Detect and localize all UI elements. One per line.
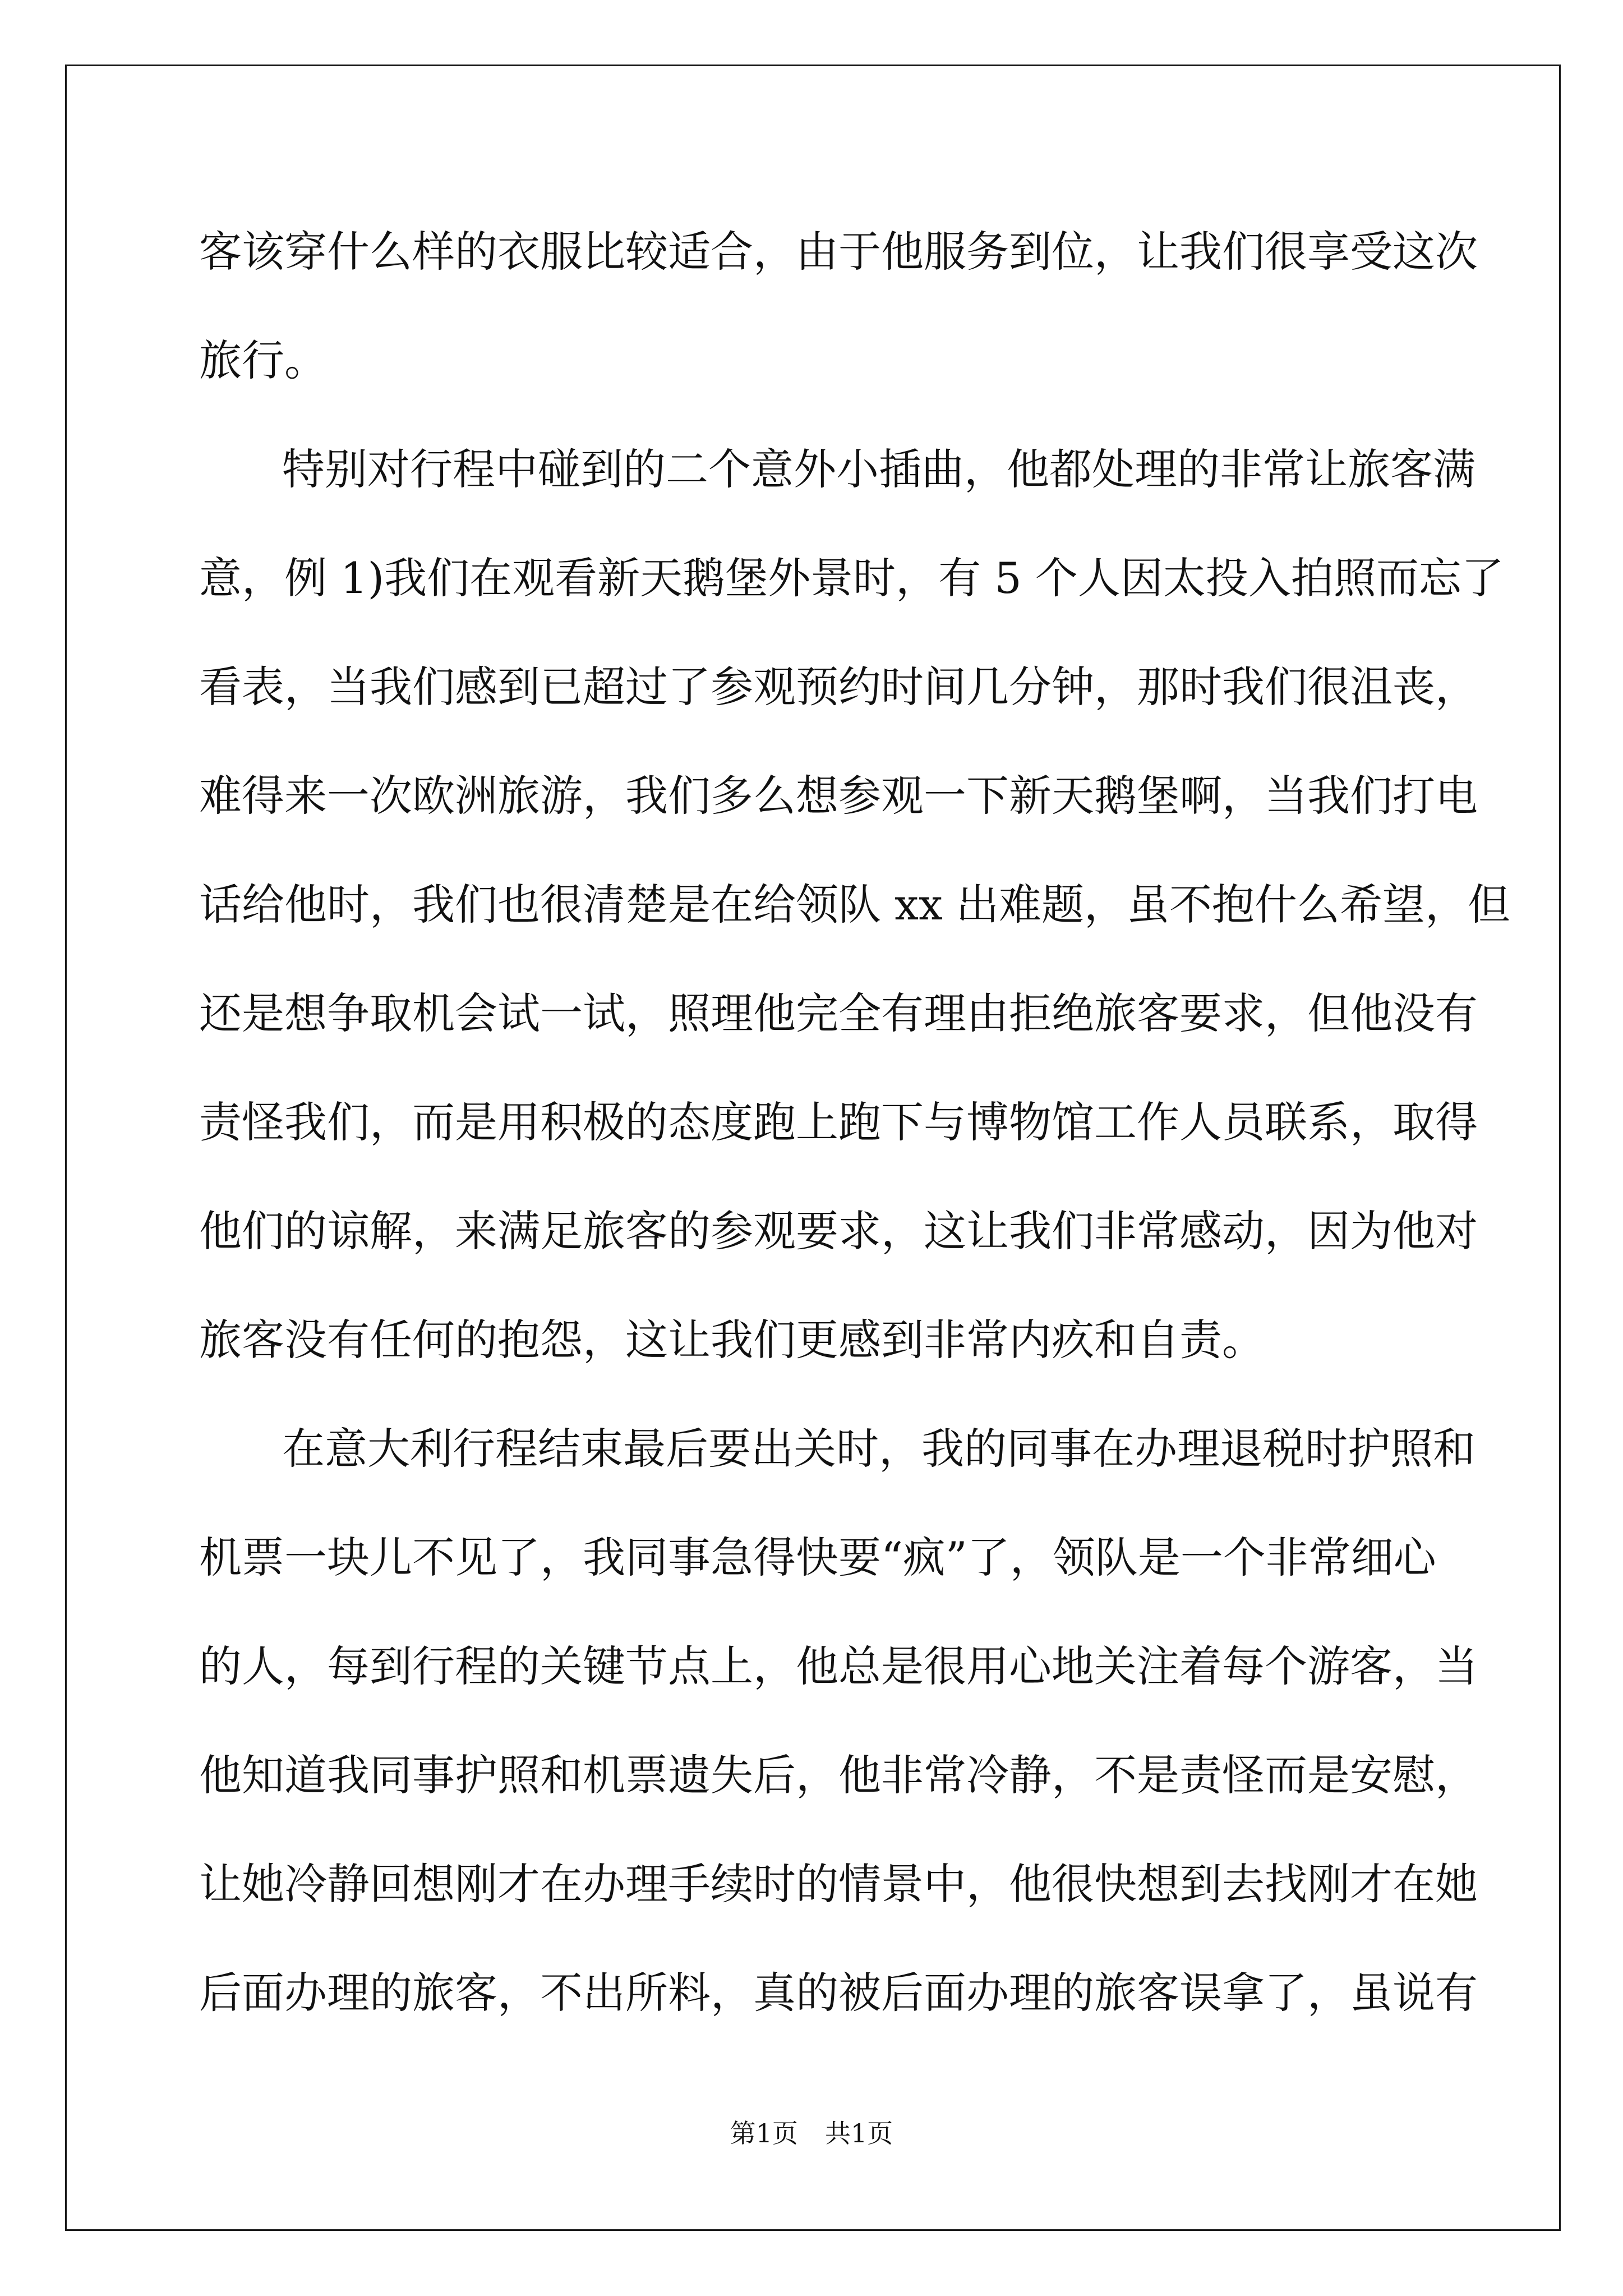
- text-line: 旅客没有任何的抱怨，这让我们更感到非常内疚和自责。: [199, 1315, 1265, 1365]
- text-line: 还是想争取机会试一试，照理他完全有理由拒绝旅客要求，但他没有: [199, 988, 1478, 1038]
- text-line: 难得来一次欧洲旅游，我们多么想参观一下新天鹅堡啊，当我们打电: [199, 771, 1478, 821]
- text-line: 特别对行程中碰到的二个意外小插曲，他都处理的非常让旅客满: [282, 444, 1476, 494]
- text-line: 在意大利行程结束最后要出关时，我的同事在办理退税时护照和: [282, 1424, 1476, 1474]
- text-line: 话给他时，我们也很清楚是在给领队 xx 出难题，虽不抱什么希望，但: [199, 880, 1511, 930]
- text-line: 他知道我同事护照和机票遗失后，他非常冷静，不是责怪而是安慰，: [199, 1750, 1478, 1800]
- text-line: 他们的谅解，来满足旅客的参观要求，这让我们非常感动，因为他对: [199, 1206, 1478, 1256]
- text-line: 旅行。: [199, 335, 327, 385]
- text-line: 机票一块儿不见了，我同事急得快要“疯”了，领队是一个非常细心: [199, 1533, 1436, 1582]
- document-body: [199, 212, 1511, 2062]
- text-line: 看表，当我们感到已超过了参观预约时间几分钟，那时我们很沮丧，: [199, 662, 1478, 712]
- text-line: 后面办理的旅客，不出所料，真的被后面办理的旅客误拿了，虽说有: [199, 1968, 1478, 2018]
- text-line: 责怪我们，而是用积极的态度跑上跑下与博物馆工作人员联系，取得: [199, 1097, 1478, 1147]
- text-line: 让她冷静回想刚才在办理手续时的情景中，他很快想到去找刚才在她: [199, 1859, 1478, 1909]
- text-line: 的人，每到行程的关键节点上，他总是很用心地关注着每个游客，当: [199, 1641, 1478, 1691]
- text-line: 意，例 1)我们在观看新天鹅堡外景时，有 5 个人因太投入拍照而忘了: [199, 553, 1504, 603]
- text-line: 客该穿什么样的衣服比较适合，由于他服务到位，让我们很享受这次: [199, 227, 1478, 277]
- page-footer: [0, 2118, 1623, 2149]
- page-total: 共1页: [825, 2118, 893, 2148]
- page-number: 第1页: [730, 2118, 798, 2148]
